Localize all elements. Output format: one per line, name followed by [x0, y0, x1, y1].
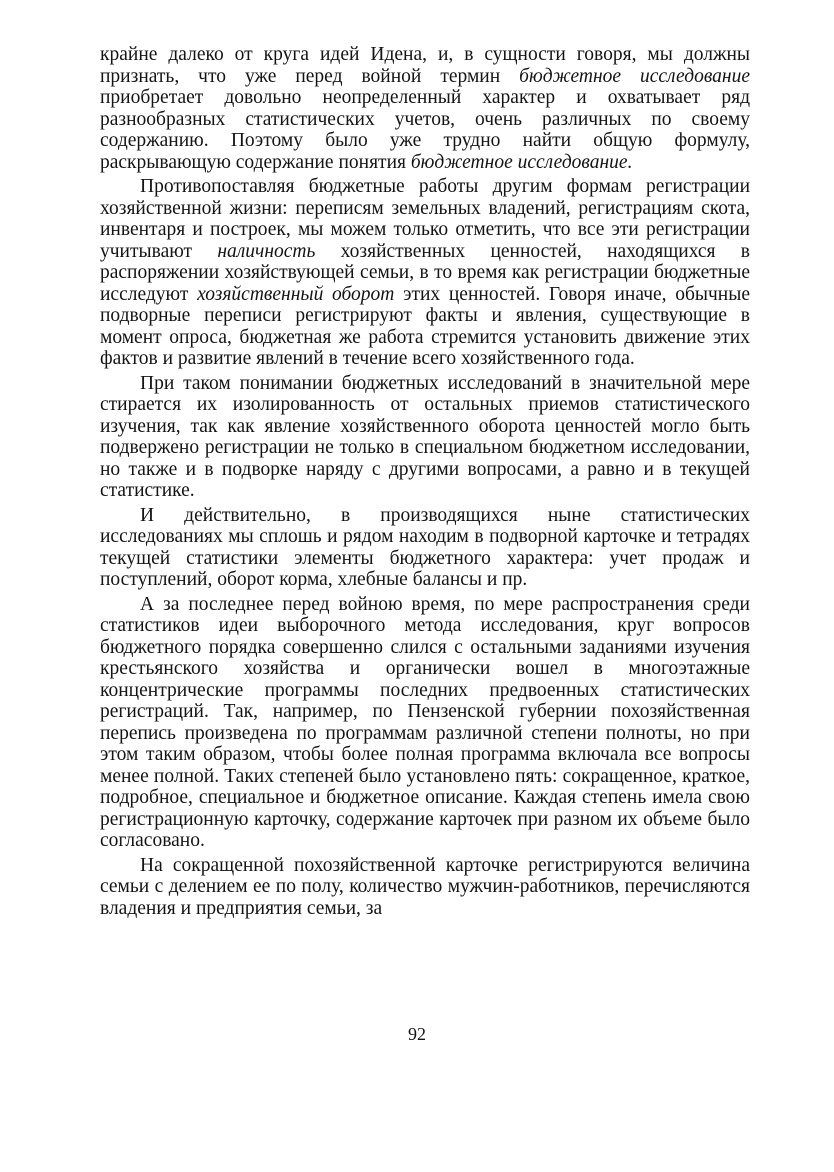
paragraph-3: [100, 373, 750, 502]
paragraph-2-text-3: этих ценностей. Говоря иначе, обычные подворные переписи регистрируют факты и явления, существующие в момент опроса, бюджетная же работа стремится установить движение этих фактов и развитие явлений в течение всего хозяйственного года.: [100, 283, 751, 369]
paragraph-2: [100, 176, 750, 370]
paragraph-6-text-1: На сокращенной похозяйственной карточке регистрируются величина семьи с делением ее по полу, количество мужчин-работников, перечисляются владения и предприятия семьи, за: [100, 854, 750, 919]
paragraph-1-text-1: крайне далеко от круга идей Идена, и, в сущности говоря, мы должны признать, что уже перед войной термин: [100, 44, 750, 87]
paragraph-2-text-2: хозяйственных ценностей, находящихся в распоряжении хозяйствующей семьи, в то время как регистрации бюджетные исследуют: [100, 240, 750, 305]
paragraph-2-italic-2: хозяйственный оборот: [197, 283, 395, 305]
paragraph-6: [100, 855, 750, 920]
paragraph-1-italic-2: бюджетное исследование.: [410, 151, 633, 173]
paragraph-1: [100, 44, 750, 173]
paragraph-4: [100, 505, 750, 591]
paragraph-1-text-2: приобретает довольно неопределенный характер и охватывает ряд разнообразных статистических учетов, очень различных по своему содержанию. Поэтому было уже трудно найти общую формулу, раскрывающую содержание понятия: [100, 87, 750, 173]
page-body: [100, 44, 750, 922]
paragraph-3-text-1: При таком понимании бюджетных исследований в значительной мере стирается их изолированность от остальных приемов статистического изучения, так как явление хозяйственного оборота ценностей могло быть подвержено регистрации не только в специальном бюджетном исследовании, но также и в подворке наряду с другими вопросами, а равно и в текущей статистике.: [100, 372, 750, 501]
paragraph-4-text-1: И действительно, в производящихся ныне статистических исследованиях мы сплошь и рядом находим в подворной карточке и тетрадях текущей статистики элементы бюджетного характера: учет продаж и поступлений, оборот корма, хлебные балансы и пр.: [100, 504, 750, 590]
paragraph-1-italic-1: бюджетное исследование: [519, 65, 750, 87]
paragraph-2-italic-1: наличность: [217, 240, 316, 262]
paragraph-2-text-1: Противопоставляя бюджетные работы другим формам регистрации хозяйственной жизни: переписям земельных владений, регистрациям скота, инвентаря и построек, мы можем только отметить, что все эти регистрации учитывают: [100, 176, 750, 262]
paragraph-5-text-1: А за последнее перед войною время, по мере распространения среди статистиков идеи выборочного метода исследования, круг вопросов бюджетного порядка совершенно слился с остальными заданиями изучения крестьянского хозяйства и органически вошел в многоэтажные концентрические программы последних предвоенных статистических регистраций. Так, например, по Пензенской губернии похозяйственная перепись произведена по программам различной степени полноты, но при этом таким образом, чтобы более полная программа включала все вопросы менее полной. Таких степеней было установлено пять: сокращенное, краткое, подробное, специальное и бюджетное описание. Каждая степень имела свою регистрационную карточку, содержание карточек при разном их объеме было согласовано.: [100, 593, 750, 851]
page-number: 92: [408, 1024, 426, 1044]
paragraph-5: [100, 594, 750, 852]
